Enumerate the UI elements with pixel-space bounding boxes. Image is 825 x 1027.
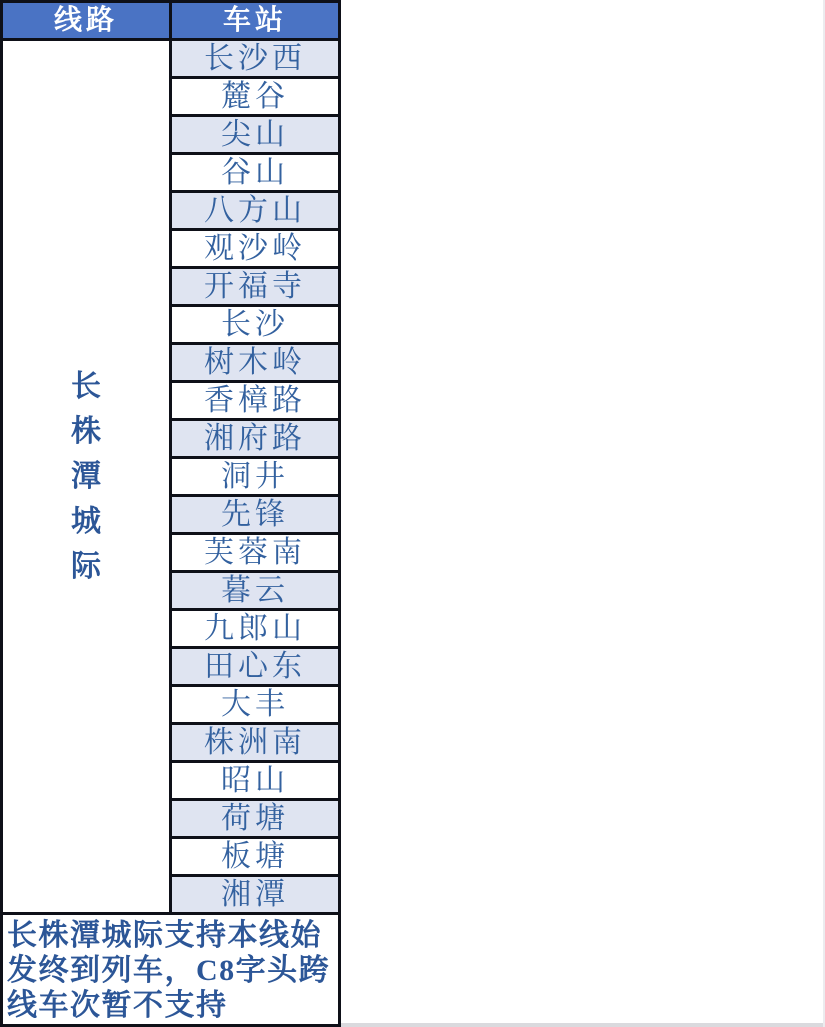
station-cell: 先锋 (172, 497, 338, 535)
station-cell: 开福寺 (172, 269, 338, 307)
station-cell: 麓谷 (172, 79, 338, 117)
station-cell: 树木岭 (172, 345, 338, 383)
station-cell: 暮云 (172, 573, 338, 611)
station-cell: 湘潭 (172, 877, 338, 912)
line-name-cell (3, 41, 169, 912)
station-cell: 尖山 (172, 117, 338, 155)
line-station-table (0, 0, 341, 1027)
footer-note: 长株潭城际支持本线始发终到列车，C8字头跨线车次暂不支持 (3, 912, 338, 1024)
station-cell: 芙蓉南 (172, 535, 338, 573)
col-header-line: 线路 (53, 4, 118, 36)
stations-column (169, 41, 338, 912)
station-cell: 大丰 (172, 687, 338, 725)
station-cell: 湘府路 (172, 421, 338, 459)
station-cell: 长沙 (172, 307, 338, 345)
table-body (3, 41, 338, 912)
station-cell: 谷山 (172, 155, 338, 193)
station-cell: 香樟路 (172, 383, 338, 421)
station-cell: 昭山 (172, 763, 338, 801)
station-cell: 板塘 (172, 839, 338, 877)
station-cell: 长沙西 (172, 41, 338, 79)
screenshot-bottom-edge (341, 1023, 825, 1027)
station-cell: 观沙岭 (172, 231, 338, 269)
col-header-station: 车站 (169, 3, 338, 38)
station-cell: 荷塘 (172, 801, 338, 839)
table-header-row (3, 3, 338, 41)
station-cell: 田心东 (172, 649, 338, 687)
station-cell: 八方山 (172, 193, 338, 231)
station-cell: 株洲南 (172, 725, 338, 763)
station-cell: 洞井 (172, 459, 338, 497)
station-cell: 九郎山 (172, 611, 338, 649)
line-name-vertical-text: 长株潭城际 (71, 370, 101, 583)
